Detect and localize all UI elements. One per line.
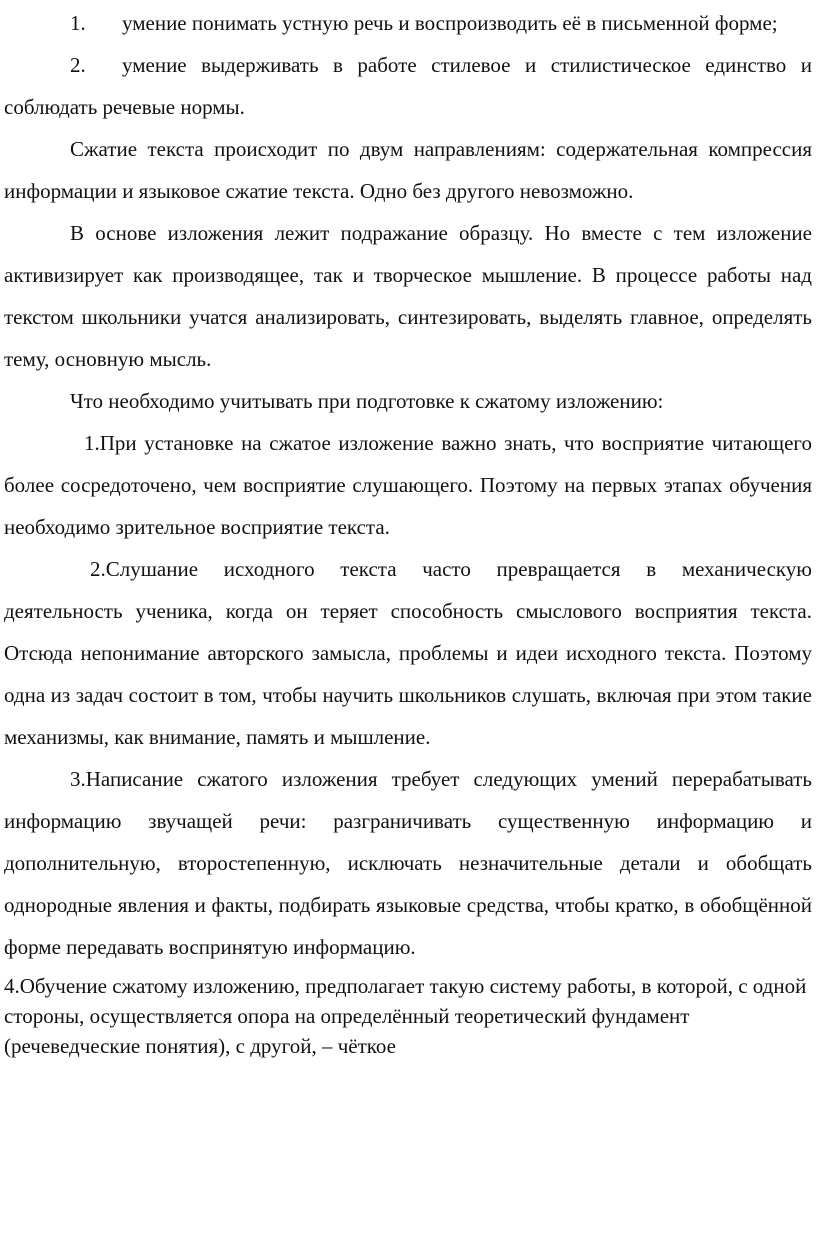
paragraph-preparation-heading: Что необходимо учитывать при подготовке к сжатому изложению: (70, 389, 664, 413)
list-item-1 (4, 2, 812, 44)
paragraph-point-3: 3.Написание сжатого изложения требует следующих умений перерабатывать информацию звучащей речи: разграничивать существенную информацию и дополнительную, второстепенную, исключать незначительные детали и обобщать однородные явления и факты, подбирать языковые средства, чтобы кратко, в обобщённой форме передавать воспринятую информацию. (4, 767, 812, 959)
list-item-2 (4, 44, 812, 128)
list-number: 1. (70, 11, 86, 35)
paragraph-point-4: 4.Обучение сжатому изложению, предполагает такую систему работы, в которой, с одной стороны, осуществляется опора на определённый теоретический фундамент (речеведческие понятия), с другой, – чёткое (4, 974, 807, 1058)
list-item-text: умение выдерживать в работе стилевое и стилистическое единство и соблюдать речевые нормы. (4, 53, 812, 119)
document-body (4, 2, 812, 1061)
paragraph-compression: Сжатие текста происходит по двум направлениям: содержательная компрессия информации и языковое сжатие текста. Одно без другого невозможно. (4, 137, 812, 203)
paragraph-point-1: 1.При установке на сжатое изложение важно знать, что восприятие читающего более сосредоточено, чем восприятие слушающего. Поэтому на первых этапах обучения необходимо зрительное восприятие текста. (4, 431, 812, 539)
list-number: 2. (70, 53, 86, 77)
list-item-text: умение понимать устную речь и воспроизводить её в письменной форме; (122, 11, 778, 35)
paragraph-imitation: В основе изложения лежит подражание образцу. Но вместе с тем изложение активизирует как производящее, так и творческое мышление. В процессе работы над текстом школьники учатся анализировать, синтезировать, выделять главное, определять тему, основную мысль. (4, 221, 812, 371)
paragraph-point-2: 2.Слушание исходного текста часто превращается в механическую деятельность ученика, когда он теряет способность смыслового восприятия текста. Отсюда непонимание авторского замысла, проблемы и идеи исходного текста. Поэтому одна из задач состоит в том, чтобы научить школьников слушать, включая при этом такие механизмы, как внимание, память и мышление. (4, 557, 812, 749)
